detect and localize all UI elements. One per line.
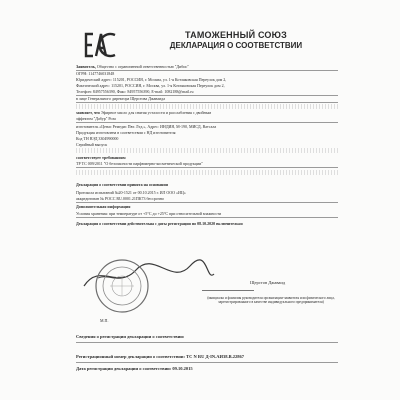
divider	[76, 122, 338, 123]
title-declaration: ДЕКЛАРАЦИЯ О СООТВЕТСТВИИ	[169, 41, 303, 50]
eac-mark-icon	[84, 30, 116, 60]
phone-fax: Телефон: 84957556390, Факс: 84957556390, E-mail: 1082188@mail.ru	[76, 89, 194, 94]
batch-type: Серийный выпуск	[76, 142, 108, 147]
applicant-line	[76, 64, 338, 69]
manufacturer: изготовитель «Ценас Ремедис Пвт. Лтд.», Адрес: ИНДИЯ, М-190, МИСД, Ватсала	[76, 124, 217, 129]
registration-date-line	[76, 366, 338, 372]
legal-address: Юридический адрес: 115201, РОССИЯ, г. Москва, ул. 1-я Котляковская Переулок дом 2,	[76, 77, 227, 82]
title-union: ТАМОЖЕННЫЙ СОЮЗ	[185, 30, 287, 40]
basis-text-2: аккредитован № РОСС RU.0001.21ПК73 бессрочно	[76, 196, 164, 201]
ogrn: ОГРН: 1147746031848	[76, 71, 115, 76]
requirements-label: соответствует требованиям	[76, 155, 126, 160]
registration-number-value: ТС N RU Д-IN.АИ38.В.22867	[186, 354, 244, 359]
additional-label: Дополнительная информация	[76, 204, 131, 209]
signature-line	[202, 290, 254, 291]
actual-address: Фактический адрес: 115201, РОССИЯ, г. Москва, ул. 1-я Котляковская Переулок дом 2,	[76, 83, 225, 88]
divider	[76, 102, 338, 103]
validity-label: Декларация о соответствии действительна с даты регистрации по	[76, 221, 197, 226]
director: в лице Генерального директора Щерстова Джаваида	[76, 96, 165, 101]
tn-ved-code: Код ТН ВЭД 3304990000	[76, 136, 119, 141]
additional-text: Условия хранения: при температуре от +5°С до +25°С при относительной влажности	[76, 211, 222, 216]
signature-note: (инициалы и фамилия руководителя организации-заявителя или физического лица, зарегистрированного в качестве индивидуального предпринимателя)	[207, 296, 335, 305]
divider	[76, 217, 338, 218]
production: Продукция изготовлена в соответствии с НД изготовителя	[76, 130, 176, 135]
basis-label: Декларация о соответствии принята на основании	[76, 182, 168, 187]
divider	[76, 167, 338, 168]
document-title	[142, 30, 330, 51]
declares-text-2: эффектом "Дабур" Роза	[76, 116, 116, 121]
validity-date: 08.10.2020 включительно	[197, 221, 243, 226]
applicant-label: Заявитель,	[76, 64, 96, 69]
company-seal-icon	[94, 258, 150, 314]
scan-hatch	[76, 148, 338, 153]
divider	[76, 342, 338, 343]
stamp-place: М.П.	[100, 318, 109, 323]
basis-text: Протокола испытаний №20-1521 от 00.10.2015 г. ИЛ ООО «ИЦ»	[76, 190, 186, 195]
divider	[76, 202, 338, 203]
scan-hatch	[76, 170, 338, 175]
declares-text: Эфирное масло для снятия усталости и расслабления с двойным	[100, 110, 212, 115]
registration-date-value: 09.10.2015	[172, 366, 193, 371]
registration-number-label: Регистрационный номер декларации о соответствии:	[76, 354, 185, 359]
validity-line	[76, 221, 338, 226]
scan-hatch	[76, 104, 338, 109]
declares-label: заявляет, что	[76, 110, 100, 115]
applicant-text: Общество с ограниченной ответственностью "Дибис"	[96, 64, 189, 69]
registration-date-label: Дата регистрации декларации о соответствии:	[76, 366, 172, 371]
requirements-text: ТР ТС 009/2011 "О безопасности парфюмерно-косметической продукции"	[76, 161, 203, 166]
registration-number-line	[76, 354, 338, 360]
declares-line	[76, 110, 338, 115]
divider	[76, 362, 338, 363]
signer-name: Щерстов Джаваид	[250, 280, 286, 285]
registration-title: Сведения о регистрации декларации о соответствии:	[76, 334, 185, 339]
